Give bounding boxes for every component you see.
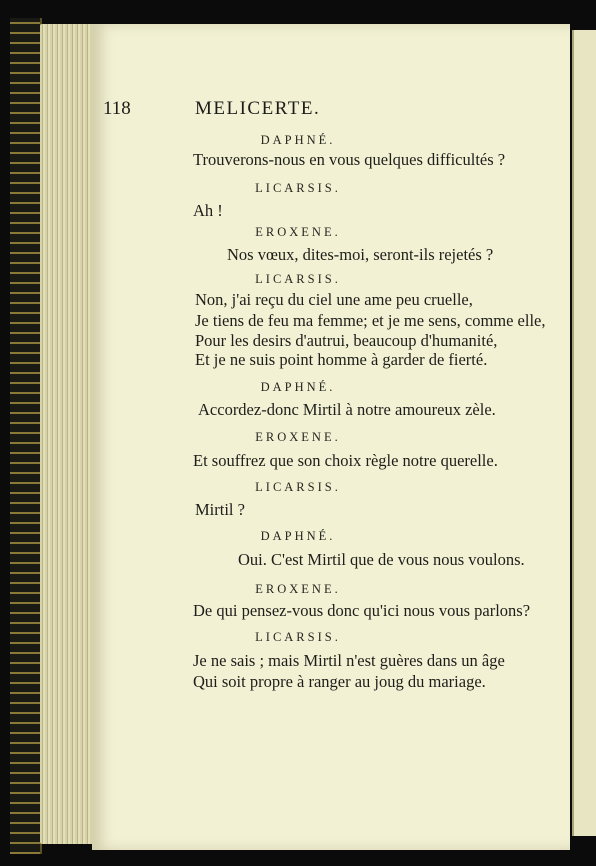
verse-line: Non, j'ai reçu du ciel une ame peu cruelle, (195, 290, 473, 309)
verse-line: Trouverons-nous en vous quelques difficultés ? (193, 150, 506, 169)
speaker-name: EROXENE. (255, 225, 341, 239)
verse-line: De qui pensez-vous donc qu'ici nous vous parlons? (193, 601, 531, 620)
running-title: MELICERTE. (195, 98, 321, 119)
page-header (103, 98, 533, 122)
verse-line: Je tiens de feu ma femme; et je me sens, comme elle, (195, 311, 546, 330)
speaker-name: LICARSIS. (255, 181, 341, 195)
verse-line: Et souffrez que son choix règle notre querelle. (193, 451, 498, 470)
speaker-name: DAPHNÉ. (260, 380, 336, 394)
page-number: 118 (103, 98, 131, 119)
verse-line: Nos vœux, dites-moi, seront-ils rejetés ? (227, 245, 494, 264)
speaker-name: EROXENE. (255, 582, 341, 596)
speaker-name: LICARSIS. (255, 272, 341, 286)
verse-line: Accordez-donc Mirtil à notre amoureux zèle. (198, 400, 496, 419)
verse-line: Et je ne suis point homme à garder de fierté. (195, 350, 488, 369)
speaker-name: LICARSIS. (255, 480, 341, 494)
verse-line: Qui soit propre à ranger au joug du mariage. (193, 672, 486, 691)
verse-line: Ah ! (193, 201, 223, 220)
speaker-name: DAPHNÉ. (260, 133, 336, 147)
speaker-name: DAPHNÉ. (260, 529, 336, 543)
speaker-name: LICARSIS. (255, 630, 341, 644)
verse-line: Pour les desirs d'autrui, beaucoup d'humanité, (195, 331, 498, 350)
verse-line: Mirtil ? (195, 500, 245, 519)
speaker-name: EROXENE. (255, 430, 341, 444)
verse-line: Je ne sais ; mais Mirtil n'est guères dans un âge (193, 651, 505, 670)
verse-line: Oui. C'est Mirtil que de vous nous voulons. (238, 550, 525, 569)
